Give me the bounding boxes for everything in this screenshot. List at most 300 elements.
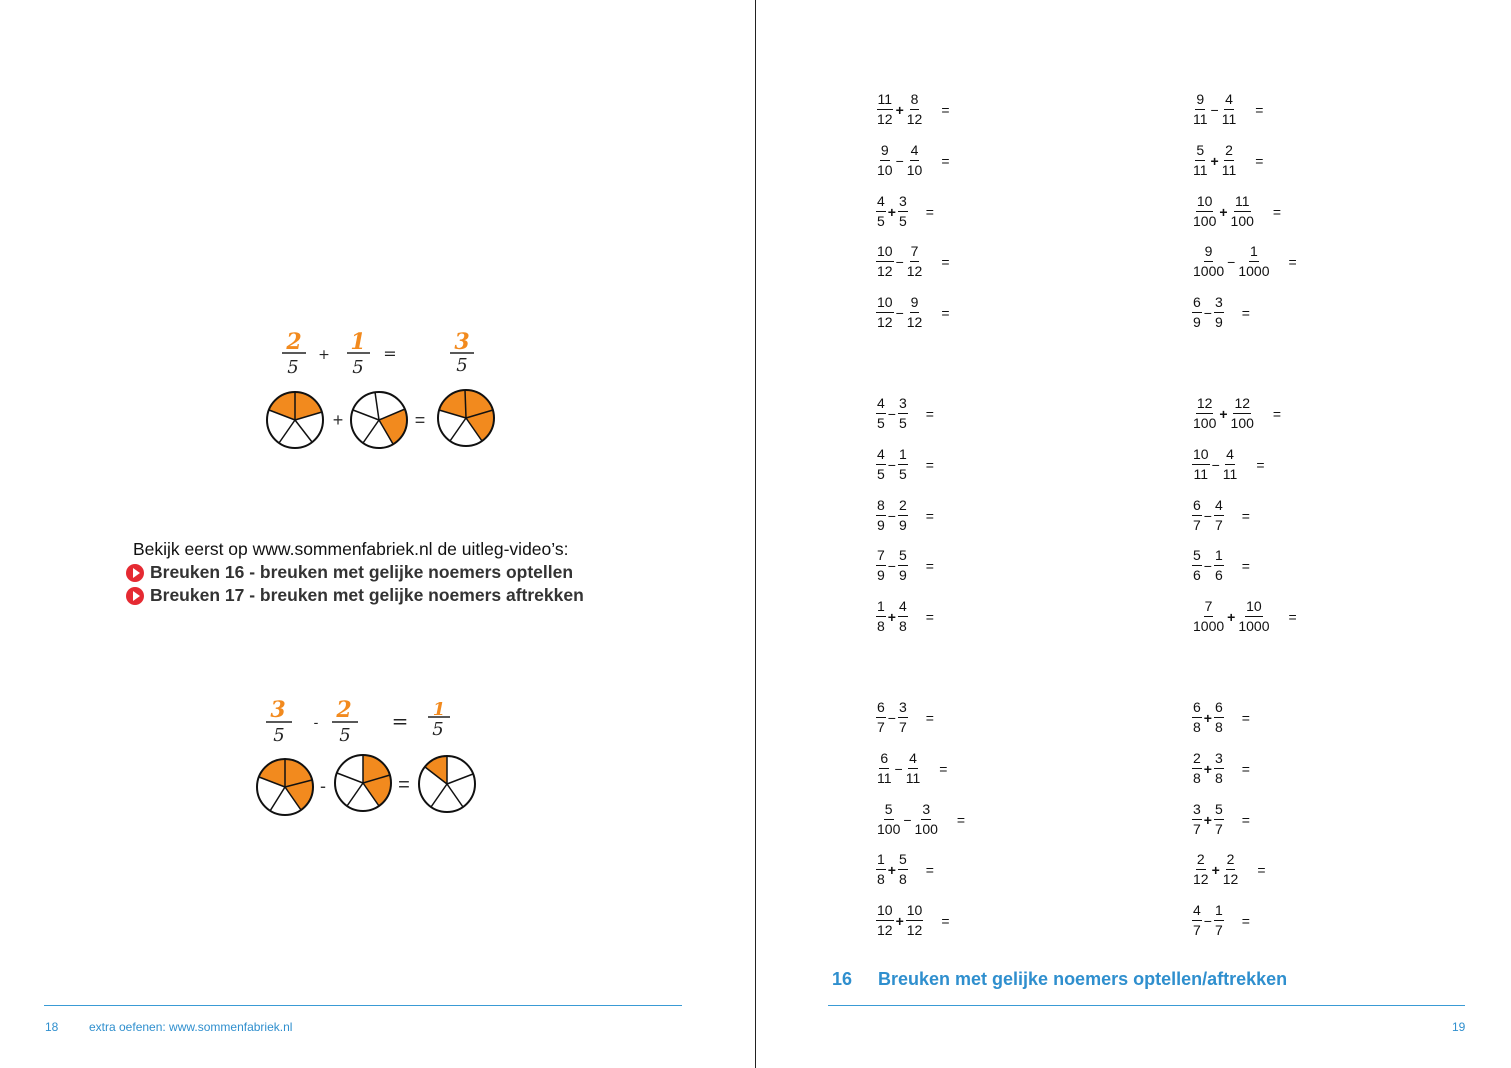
fraction [906, 90, 924, 129]
footer-rule-right [828, 1005, 1465, 1006]
denominator: 100 [877, 821, 901, 837]
numerator: 4 [1224, 90, 1234, 110]
equals-sign: = [925, 608, 934, 625]
plus-sign: + [887, 203, 896, 220]
denominator: 7 [1214, 517, 1223, 533]
problem-item [1192, 800, 1250, 839]
fraction [1214, 546, 1224, 585]
footer-page-number-right: 19 [1452, 1020, 1466, 1034]
fraction [898, 445, 908, 484]
numerator: 1 [1214, 546, 1224, 566]
denominator: 7 [1193, 922, 1201, 938]
pie-one-fifth-sub [419, 756, 475, 812]
fraction [876, 901, 894, 940]
right-page [756, 0, 1511, 1068]
plus-sign: + [1219, 405, 1228, 422]
problem-item [1192, 293, 1250, 332]
denominator: 9 [1214, 314, 1223, 330]
denominator: 1000 [1193, 618, 1225, 634]
denominator: 9 [898, 517, 907, 533]
fraction [1192, 141, 1209, 180]
minus-sign: − [1227, 253, 1236, 270]
fraction [876, 90, 894, 129]
problem-item [1192, 496, 1250, 535]
fraction [898, 546, 908, 585]
section-number: 16 [832, 969, 853, 989]
fraction [1192, 850, 1210, 889]
intro-prefix: Bekijk eerst op [133, 539, 253, 559]
minus-sign: − [887, 405, 896, 422]
problem-item [876, 496, 934, 535]
add-op-plus: + [318, 347, 330, 363]
minus-sign: − [887, 456, 896, 473]
denominator: 8 [898, 618, 907, 634]
equals-sign: = [925, 405, 934, 422]
intro-suffix: de uitleg-video’s: [432, 539, 569, 559]
numerator: 12 [1233, 394, 1251, 414]
fraction [898, 850, 908, 889]
fraction [876, 496, 886, 535]
equals-sign: = [1288, 608, 1297, 625]
minus-sign: − [1203, 304, 1212, 321]
denominator: 11 [1221, 162, 1237, 178]
equals-sign: = [925, 861, 934, 878]
pie-op-plus: + [332, 410, 344, 430]
denominator: 1000 [1238, 618, 1270, 634]
numerator: 4 [876, 445, 886, 465]
problem-item [876, 800, 965, 839]
pie-one-fifth [351, 392, 407, 448]
plus-sign: + [1227, 608, 1236, 625]
denominator: 11 [1193, 466, 1209, 482]
problem-item [876, 850, 934, 889]
problem-item [876, 546, 934, 585]
minus-sign: − [887, 557, 896, 574]
denominator: 9 [877, 517, 885, 533]
numerator: 4 [898, 597, 908, 617]
fraction [876, 192, 886, 231]
fraction [1192, 597, 1225, 636]
numerator: 5 [898, 546, 908, 566]
numerator: 2 [1226, 850, 1236, 870]
numerator: 3 [1192, 800, 1202, 820]
addition-drawing [262, 325, 502, 455]
numerator: 10 [1245, 597, 1263, 617]
fraction [1214, 293, 1224, 332]
denominator: 7 [1214, 922, 1223, 938]
fraction [1192, 445, 1210, 484]
fraction [876, 800, 901, 839]
intro-site[interactable]: sommenfabriek.nl [294, 539, 433, 559]
footer-page-number-left: 18 [45, 1020, 59, 1034]
fraction [876, 597, 886, 636]
equals-sign: = [1272, 405, 1282, 422]
fraction [1192, 293, 1202, 332]
numerator: 5 [1214, 800, 1224, 820]
numerator: 10 [906, 901, 924, 921]
problem-item [1192, 749, 1250, 788]
pie-two-fifths [267, 392, 323, 448]
numerator: 3 [898, 192, 908, 212]
numerator: 9 [1204, 242, 1214, 262]
minus-sign: − [1203, 557, 1212, 574]
numerator: 2 [1224, 141, 1234, 161]
fraction [1221, 141, 1238, 180]
fraction [1214, 901, 1224, 940]
denominator: 5 [898, 415, 907, 431]
equals-sign: = [925, 203, 934, 220]
equals-sign: = [925, 456, 934, 473]
problem-item [1192, 445, 1265, 484]
numerator: 5 [1195, 141, 1205, 161]
problem-item [876, 749, 947, 788]
numerator: 9 [880, 141, 890, 161]
fraction [876, 546, 886, 585]
play-icon [126, 587, 144, 605]
equals-sign: = [941, 152, 950, 169]
footer-link[interactable]: extra oefenen: www.sommenfabriek.nl [89, 1020, 293, 1034]
minus-sign: − [1203, 507, 1212, 524]
equals-sign: = [1257, 861, 1266, 878]
denominator: 9 [898, 567, 907, 583]
plus-sign: + [895, 101, 904, 118]
video-link-17-label[interactable]: Breuken 17 - breuken met gelijke noemers aftrekken [150, 585, 584, 605]
equals-sign: = [1272, 203, 1282, 220]
minus-sign: − [895, 253, 904, 270]
numerator: 6 [879, 749, 889, 769]
minus-sign: − [895, 152, 904, 169]
sub-op-minus: - [313, 715, 319, 731]
plus-sign: + [1203, 811, 1212, 828]
subtraction-illustration [252, 695, 492, 820]
denominator: 7 [898, 719, 907, 735]
denominator: 6 [1193, 567, 1201, 583]
left-page [0, 0, 755, 1068]
minus-sign: − [895, 304, 904, 321]
plus-sign: + [1211, 861, 1220, 878]
fraction [898, 496, 908, 535]
denominator: 7 [877, 719, 885, 735]
fraction [876, 394, 886, 433]
video-link-16-label[interactable]: Breuken 16 - breuken met gelijke noemers optellen [150, 562, 574, 582]
numerator: 6 [1192, 496, 1202, 516]
denominator: 12 [906, 314, 923, 330]
pie-op-eq: = [414, 410, 426, 430]
fraction [876, 445, 886, 484]
fraction [1192, 901, 1202, 940]
denominator: 9 [1193, 314, 1201, 330]
numerator: 7 [876, 546, 886, 566]
numerator: 4 [1225, 445, 1235, 465]
plus-sign: + [1203, 709, 1212, 726]
fraction [1192, 800, 1202, 839]
numerator: 4 [876, 394, 886, 414]
equals-sign: = [956, 811, 966, 828]
denominator: 5 [877, 415, 885, 431]
numerator: 6 [1214, 698, 1224, 718]
numerator: 10 [1192, 445, 1210, 465]
denominator: 5 [877, 466, 885, 482]
problem-item [1192, 546, 1250, 585]
sub-frac1-num: 3 [270, 697, 286, 723]
denominator: 11 [877, 770, 892, 786]
sub-frac2-den: 5 [339, 725, 351, 746]
minus-sign: − [887, 507, 896, 524]
minus-sign: − [1203, 912, 1212, 929]
fraction [876, 141, 894, 180]
numerator: 3 [921, 800, 931, 820]
numerator: 12 [1196, 394, 1214, 414]
fraction [876, 749, 893, 788]
fraction [1192, 546, 1202, 585]
denominator: 8 [877, 871, 885, 887]
equals-sign: = [1288, 253, 1297, 270]
fraction [906, 242, 924, 281]
problem-item [1192, 141, 1263, 180]
problem-item [876, 293, 950, 332]
equals-sign: = [941, 912, 950, 929]
denominator: 8 [1193, 719, 1201, 735]
denominator: 12 [1222, 871, 1239, 887]
numerator: 10 [876, 242, 894, 262]
sub-op-eq: = [391, 709, 409, 733]
plus-sign: + [887, 861, 896, 878]
sub-frac3-den: 5 [432, 719, 444, 740]
numerator: 9 [1195, 90, 1205, 110]
numerator: 5 [898, 850, 908, 870]
equals-sign: = [939, 760, 948, 777]
denominator: 12 [906, 922, 923, 938]
equals-sign: = [1241, 557, 1250, 574]
numerator: 4 [908, 749, 918, 769]
fraction [1214, 749, 1224, 788]
plus-sign: + [1203, 760, 1212, 777]
numerator: 8 [876, 496, 886, 516]
fraction [1192, 496, 1202, 535]
denominator: 11 [1193, 111, 1208, 127]
numerator: 5 [1192, 546, 1202, 566]
numerator: 1 [876, 597, 886, 617]
numerator: 11 [1234, 192, 1251, 212]
numerator: 10 [1196, 192, 1214, 212]
problem-item [1192, 394, 1281, 433]
equals-sign: = [1256, 456, 1265, 473]
denominator: 100 [1193, 415, 1217, 431]
play-icon [126, 564, 144, 582]
fraction [1214, 800, 1224, 839]
problem-item [876, 242, 950, 281]
fraction [876, 293, 894, 332]
numerator: 11 [877, 90, 894, 110]
fraction [876, 698, 886, 737]
sub-frac2-num: 2 [336, 697, 352, 723]
equals-sign: = [1255, 152, 1264, 169]
numerator: 3 [898, 698, 908, 718]
equals-sign: = [1241, 709, 1250, 726]
denominator: 11 [1193, 162, 1208, 178]
pie-op-minus: - [320, 776, 326, 796]
numerator: 3 [1214, 293, 1224, 313]
denominator: 100 [1193, 213, 1217, 229]
numerator: 5 [884, 800, 894, 820]
minus-sign: − [894, 760, 903, 777]
fraction [906, 901, 924, 940]
problem-item [876, 901, 950, 940]
fraction [898, 597, 908, 636]
denominator: 11 [1221, 111, 1237, 127]
plus-sign: + [1219, 203, 1228, 220]
equals-sign: = [1241, 912, 1250, 929]
denominator: 10 [877, 162, 893, 178]
numerator: 2 [898, 496, 908, 516]
denominator: 12 [906, 263, 923, 279]
plus-sign: + [887, 608, 896, 625]
denominator: 7 [1193, 517, 1201, 533]
fraction [898, 192, 908, 231]
add-op-eq: = [383, 344, 397, 363]
denominator: 12 [906, 111, 923, 127]
numerator: 8 [910, 90, 920, 110]
fraction [1222, 445, 1239, 484]
numerator: 1 [1214, 901, 1224, 921]
add-frac1-num: 2 [286, 329, 302, 355]
equals-sign: = [925, 709, 934, 726]
equals-sign: = [1255, 101, 1264, 118]
problem-item [876, 394, 934, 433]
problem-item [876, 597, 934, 636]
pie-three-fifths [438, 389, 494, 446]
equals-sign: = [925, 557, 934, 574]
fraction [1192, 90, 1209, 129]
fraction [1230, 394, 1255, 433]
problem-item [876, 445, 934, 484]
numerator: 10 [876, 901, 894, 921]
equals-sign: = [941, 304, 950, 321]
numerator: 6 [1192, 293, 1202, 313]
video-link-17[interactable] [126, 584, 686, 607]
numerator: 7 [910, 242, 920, 262]
video-link-16[interactable] [126, 561, 686, 584]
numerator: 4 [1214, 496, 1224, 516]
denominator: 9 [877, 567, 885, 583]
denominator: 12 [877, 263, 893, 279]
minus-sign: − [1211, 456, 1220, 473]
denominator: 1000 [1238, 263, 1270, 279]
equals-sign: = [941, 253, 950, 270]
numerator: 4 [910, 141, 920, 161]
add-frac3-den: 5 [456, 355, 468, 376]
fraction [898, 394, 908, 433]
addition-illustration [262, 325, 502, 455]
numerator: 3 [898, 394, 908, 414]
equals-sign: = [925, 507, 934, 524]
problem-item [1192, 597, 1297, 636]
numerator: 6 [876, 698, 886, 718]
denominator: 5 [877, 213, 885, 229]
problem-item [876, 192, 934, 231]
numerator: 6 [1192, 698, 1202, 718]
denominator: 8 [877, 618, 885, 634]
fraction [1237, 597, 1270, 636]
minus-sign: − [903, 811, 912, 828]
denominator: 12 [1193, 871, 1209, 887]
fraction [1214, 496, 1224, 535]
pie-two-fifths-sub [335, 755, 391, 811]
denominator: 7 [1193, 821, 1201, 837]
denominator: 8 [898, 871, 907, 887]
denominator: 5 [898, 466, 907, 482]
fraction [906, 293, 924, 332]
intro-instruction [126, 538, 686, 561]
numerator: 3 [1214, 749, 1224, 769]
denominator: 12 [877, 111, 893, 127]
denominator: 11 [1222, 466, 1238, 482]
fraction [1237, 242, 1270, 281]
footer-rule-left [44, 1005, 682, 1006]
plus-sign: + [895, 912, 904, 929]
fraction [1192, 192, 1217, 231]
add-frac2-den: 5 [352, 357, 364, 378]
fraction [876, 850, 886, 889]
numerator: 2 [1196, 850, 1206, 870]
pie-op-eq-sub: = [398, 774, 410, 796]
fraction [914, 800, 939, 839]
equals-sign: = [941, 101, 950, 118]
fraction [876, 242, 894, 281]
fraction [898, 698, 908, 737]
add-frac3-num: 3 [454, 329, 470, 355]
minus-sign: − [1210, 101, 1219, 118]
fraction [905, 749, 922, 788]
problem-item [1192, 242, 1297, 281]
denominator: 6 [1214, 567, 1223, 583]
fraction [1221, 90, 1238, 129]
denominator: 8 [1214, 719, 1223, 735]
numerator: 2 [1192, 749, 1202, 769]
problem-item [876, 698, 934, 737]
problem-item [1192, 698, 1250, 737]
fraction [1192, 749, 1202, 788]
add-frac1-den: 5 [287, 357, 299, 378]
subtraction-drawing [252, 695, 492, 820]
numerator: 10 [876, 293, 894, 313]
fraction [906, 141, 924, 180]
fraction [1192, 698, 1202, 737]
add-frac2-num: 1 [350, 329, 366, 355]
minus-sign: − [887, 709, 896, 726]
denominator: 100 [1230, 415, 1254, 431]
equals-sign: = [1241, 811, 1250, 828]
sub-frac1-den: 5 [273, 725, 285, 746]
denominator: 1000 [1193, 263, 1225, 279]
numerator: 1 [898, 445, 908, 465]
equals-sign: = [1241, 760, 1250, 777]
denominator: 8 [1193, 770, 1201, 786]
section-title [832, 969, 1287, 990]
denominator: 12 [877, 314, 893, 330]
problem-item [1192, 850, 1266, 889]
plus-sign: + [1210, 152, 1219, 169]
sub-frac3-num: 1 [432, 699, 446, 720]
fraction [1192, 394, 1217, 433]
numerator: 4 [1192, 901, 1202, 921]
problem-item [1192, 192, 1281, 231]
denominator: 100 [1230, 213, 1254, 229]
fraction [1214, 698, 1224, 737]
denominator: 100 [914, 821, 938, 837]
denominator: 8 [1214, 770, 1223, 786]
fraction [1192, 242, 1225, 281]
